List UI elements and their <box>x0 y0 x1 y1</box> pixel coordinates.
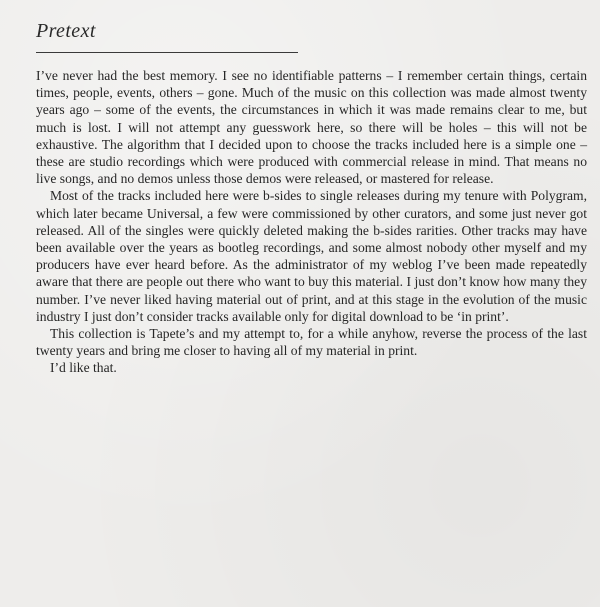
page-title: Pretext <box>36 20 96 42</box>
body-text <box>36 67 587 377</box>
paragraph-3: This collection is Tapete’s and my attempt to, for a while anyhow, reverse the process of the last twenty years and bring me closer to having all of my material in print. <box>36 326 587 359</box>
paragraph-2: Most of the tracks included here were b-sides to single releases during my tenure with Polygram, which later became Universal, a few were commissioned by other curators, and some just never got released. All of the singles were quickly deleted making the b-sides rarities. Other tracks may have been available over the years as bootleg recordings, and some almost nobody other myself and my producers have ever heard before. As the administrator of my weblog I’ve been made repeatedly aware that there are people out there who want to buy this material. I just don’t know how many they number. I’ve never liked having material out of print, and at this stage in the evolution of the music industry I just don’t consider tracks available only for digital download to be ‘in print’. <box>36 188 587 324</box>
title-underline <box>36 52 298 53</box>
paragraph-1: I’ve never had the best memory. I see no identifiable patterns – I remember certain things, certain times, people, events, others – gone. Much of the music on this collection was made almost twenty years ago – some of the events, the circumstances in which it was made remains clear to me, but much is lost. I will not attempt any guesswork here, so there will be holes – this will not be exhaustive. The algorithm that I decided upon to choose the tracks included here is a simple one – these are studio recordings which were produced with commercial release in mind. That means no live songs, and no demos unless those demos were released, or mastered for release. <box>36 68 587 187</box>
paragraph-4: I’d like that. <box>50 360 117 376</box>
